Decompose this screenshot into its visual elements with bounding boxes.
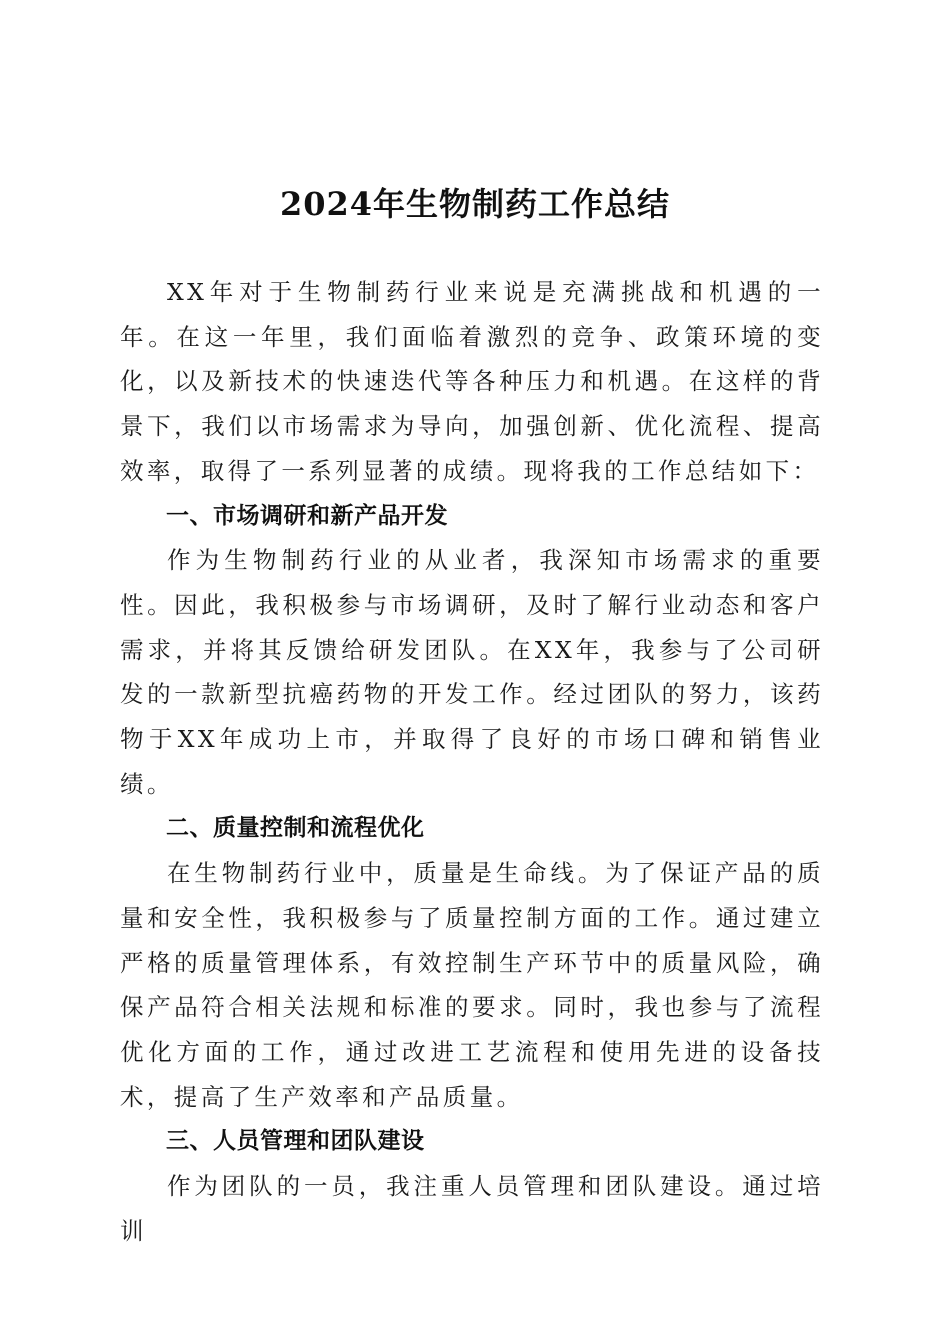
intro-paragraph: XX年对于生物制药行业来说是充满挑战和机遇的一年。在这一年里，我们面临着激烈的竞争、政策环境的变化，以及新技术的快速迭代等各种压力和机遇。在这样的背景下，我们以市场需求为导向，加强创新、优化流程、提高效率，取得了一系列显著的成绩。现将我的工作总结如下： <box>120 278 824 485</box>
section-heading-quality: 二、质量控制和流程优化 <box>166 815 425 842</box>
section-paragraph-quality: 在生物制药行业中，质量是生命线。为了保证产品的质量和安全性，我积极参与了质量控制方面的工作。通过建立严格的质量管理体系，有效控制生产环节中的质量风险，确保产品符合相关法规和标准的要求。同时，我也参与了流程优化方面的工作，通过改进工艺流程和使用先进的设备技术，提高了生产效率和产品质量。 <box>120 859 824 1111</box>
section-heading-team: 三、人员管理和团队建设 <box>166 1128 425 1155</box>
document-body <box>120 270 824 1253</box>
section-paragraph-market: 作为生物制药行业的从业者，我深知市场需求的重要性。因此，我积极参与市场调研，及时了解行业动态和客户需求，并将其反馈给研发团队。在XX年，我参与了公司研发的一款新型抗癌药物的开发工作。经过团队的努力，该药物于XX年成功上市，并取得了良好的市场口碑和销售业绩。 <box>120 546 824 798</box>
section-paragraph-team: 作为团队的一员，我注重人员管理和团队建设。通过培训 <box>120 1172 824 1245</box>
section-heading-market: 一、市场调研和新产品开发 <box>166 502 448 529</box>
document-title: 2024年生物制药工作总结 <box>279 185 671 223</box>
